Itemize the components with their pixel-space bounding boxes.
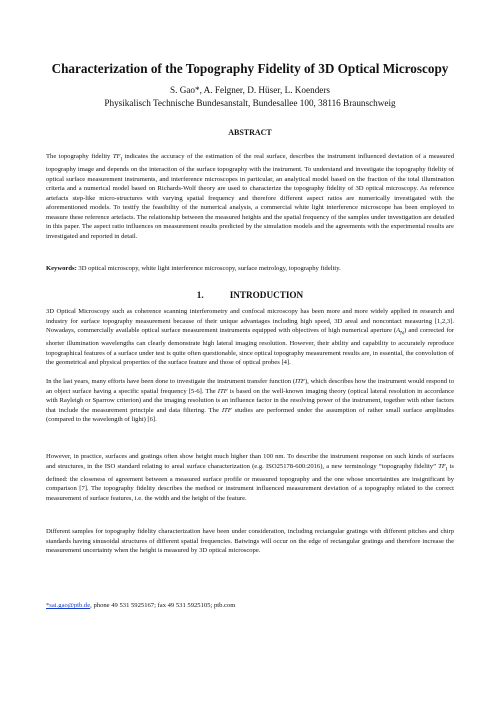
intro-paragraph-4: Different samples for topography fidelity characterization have been under consideration, including rectangular gratings with different pitches and chirp standards having sinusoidal structures of different spatial frequencies. Batwings will occur on the edge of rectangular gratings and therefore increase the measurement uncertainty when the height is measured by 3D optical microscope. — [46, 528, 454, 555]
abstract-heading: ABSTRACT — [228, 128, 272, 137]
keywords-label: Keywords: — [46, 265, 77, 272]
keywords-text: 3D optical microscopy, white light interference microscopy, surface metrology, topography fidelity. — [76, 265, 341, 272]
abstract-paragraph: The topography fidelity $TF_l$ indicates the accuracy of the estimation of the real surface, describes the instrument influenced deviation of a measured topography image and depends on the interaction of the surface topography with the instrument. To understand and investigate the topography fidelity of optical surface measurement instruments, and interference microscopes in particular, an analytical model based on the fraction of the total illumination criteria and a numerical model based on Richards-Wolf theory are used to characterize the topography fidelity of 3D optical microscopy. As reference artefacts step-like micro-structures with varying spatial frequency and therefore different aspect ratios are numerically investigated with the aforementioned models. To testify the feasibility of the numerical analysis, a commercial white light interference microscope has been employed to measure these reference artefacts. The relationship between the measured heights and the spatial frequency of the samples under investigation are detailed in this paper. The aspect ratio influences on measurement results predicted by the simulation models and the agreements with the experimental results are investigated and reported in detail. — [46, 153, 454, 241]
footnote-contact: , phone 49 531 5925167; fax 49 531 5925105; ptb.com — [90, 602, 236, 609]
intro-paragraph-1: 3D Optical Microscopy such as coherence scanning interferometry and confocal microscopy has been more and more widely applied in research and industry for surface topography measurement because of their unique advantages including high speed, 3D areal and noncontact measuring [1,2,3]. Nowadays, commercially available optical surface measurement instruments equipped with objectives of high numerical aperture $(A_N)$ and corrected for shorter illumination wavelengths can clearly demonstrate high lateral imaging resolution. However, their ability and capability to accurately reproduce topographical features of a surface under test is quite often questionable, since optical topography measurement results are, in essential, the convolution of the geometrical and physical properties of the surface feature and those of optical probes [4]. — [46, 308, 455, 367]
affiliation: Physikalisch Technische Bundesanstalt, Bundesallee 100, 38116 Braunschweig — [104, 98, 396, 108]
author-list: S. Gao*, A. Felgner, D. Hüser, L. Koenders — [169, 85, 331, 95]
keywords-line — [46, 264, 454, 274]
email-link[interactable]: *sai.gao@ptb.de — [46, 602, 91, 609]
intro-paragraph-2: In the last years, many efforts have been done to investigate the instrument transfer function (ITF), which describes how the instrument would respond to an object surface having a specific spatial frequency [5-6]. The ITF is based on the well-known imaging theory (optical lateral resolution in accordance with Rayleigh or Sparrow criterion) and the imaging resolution is an influence factor in the resolving power of the instrument, together with other factors that include the measurement principle and data filtering. The ITF studies are performed under the assumption of rather small surface amplitudes (compared to the wavelength of light) [6]. — [46, 378, 454, 424]
footnote — [46, 601, 454, 611]
paper-title: Characterization of the Topography Fidelity of 3D Optical Microscopy — [51, 61, 449, 76]
section-heading-introduction: 1. INTRODUCTION — [196, 290, 304, 300]
intro-paragraph-3: However, in practice, surfaces and gratings often show height much higher than 100 nm. To describe the instrument response on such kinds of surfaces and structures, in the ISO standard relating to areal surface characterization (e.g. ISO25178-600:2016), a new terminology “topography fidelity” $TF_l$ is defined: the closeness of agreement between a measured surface profile or measured topography and the one whose uncertainties are insignificant by comparison [7]. The topography fidelity describes the method or instrument influenced measurement deviation of a topography related to the correct measurement of surface features, i.e. the width and the height of the feature. — [46, 453, 454, 502]
